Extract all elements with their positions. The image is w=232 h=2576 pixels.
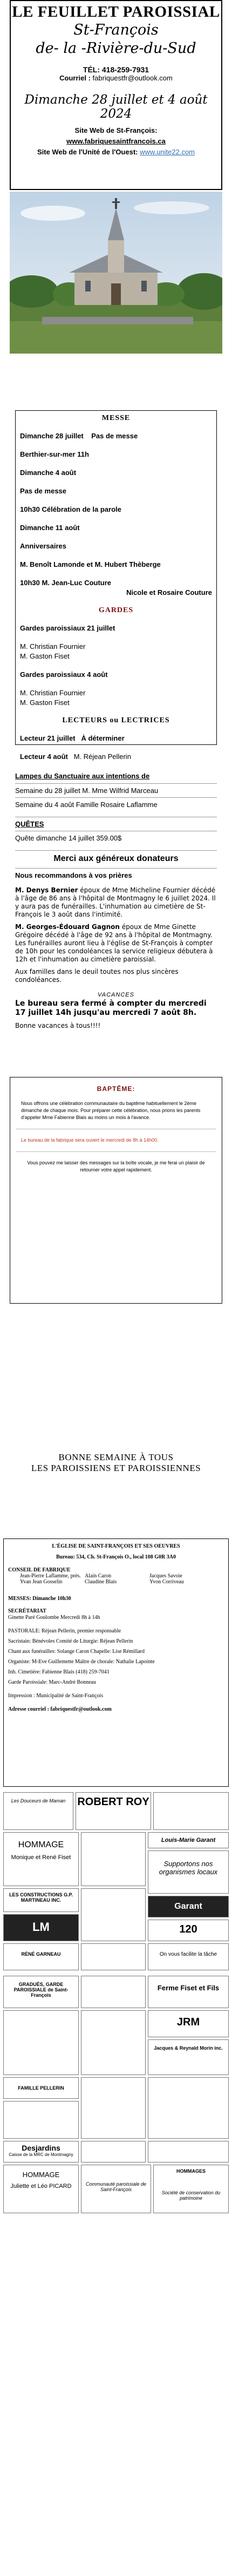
ad [81, 1943, 146, 1970]
info-line: Chant aux funérailles: Solange Caron Chapelle: Lise Rémillard [8, 1649, 145, 1655]
ad: HOMMAGE Juliette et Léo PICARD [3, 2165, 79, 2213]
quete-line: Quête dimanche 14 juillet 359.00$ [15, 831, 217, 845]
vacances-label: VACANCES [98, 992, 134, 998]
secr-heading: SECRÉTARIAT [8, 1608, 46, 1614]
member: Claudine Blais [85, 1579, 117, 1585]
ad [3, 2101, 79, 2139]
vacances-sub: Bonne vacances à tous!!!! [15, 1022, 101, 1029]
website-block [11, 125, 221, 158]
lecteurs-heading: LECTEURS ou LECTRICES [62, 716, 170, 724]
bapteme-text: Nous offrons une célébration communautaire du baptême habituellement le 2ème dimanche de chaque mois. Pour préparer cette célébration, nous prions les parents d'appeler Mme Fabienne Blais au moins un mois à l'avance. [21, 1101, 201, 1120]
condolences-text: Aux familles dans le deuil toutes nos plus sincères condoléances. [15, 968, 179, 984]
ad [81, 1976, 146, 2008]
ad: 120 [148, 1920, 229, 1941]
member: Yvan Jean Gosselin [20, 1579, 63, 1585]
mass-line: Dimanche 11 août [20, 524, 80, 532]
ad [81, 2077, 146, 2139]
website-label: Site Web de St-François: [74, 126, 158, 134]
bulletin-title: LE FEUILLET PAROISSIAL [12, 3, 220, 21]
unite-link[interactable]: www.unite22.com [140, 148, 195, 156]
mass-line: Berthier-sur-mer 11h [20, 450, 89, 458]
ad: Garant [148, 1896, 229, 1917]
bonne-semaine [0, 1452, 232, 1474]
ad: Ferme Fiset et Fils [148, 1976, 229, 2008]
info-line: Impression : Municipalité de Saint-François [8, 1693, 104, 1699]
info-line: Inh. Cimetière: Fabienne Blais (418) 259-7041 [8, 1669, 110, 1675]
ad [153, 1792, 229, 1830]
ad: Les Douceurs de Maman [3, 1792, 73, 1830]
obituary-name: M. Denys Bernier [15, 886, 78, 894]
gardes-line: M. Gaston Fiset [20, 699, 70, 707]
lampe-line: Semaine du 4 août Famille Rosaire Laflamme [15, 797, 217, 811]
reader-name: À déterminer [81, 734, 125, 742]
ad: On vous facilite la tâche [148, 1943, 229, 1970]
lampe-line: Semaine du 28 juillet M. Mme Wilfrid Marceau [15, 783, 217, 797]
bapteme-box [10, 1077, 222, 1304]
mass-line: 10h30 M. Jean-Luc Couture [20, 579, 112, 587]
ad: LM [3, 1914, 79, 1941]
email-address[interactable]: fabriquestfr@outlook.com [92, 74, 173, 82]
gardes-line: Gardes paroissiaux 21 juillet [20, 624, 115, 632]
info-heading: L'ÉGLISE DE SAINT-FRANÇOIS ET SES OEUVRES [52, 1543, 180, 1549]
mass-line: 10h30 Célébration de la parole [20, 505, 121, 513]
messes-line: MESSES: Dimanche 10h30 [8, 1596, 71, 1602]
info-line: PASTORALE: Réjean Pellerin, premier responsable [8, 1628, 121, 1634]
mass-line: Dimanche 4 août [20, 469, 77, 477]
obituary [15, 923, 217, 964]
ad [81, 1832, 146, 1886]
bonne-line1: BONNE SEMAINE À TOUS [58, 1452, 174, 1462]
quetes-heading: QUÊTES [15, 817, 217, 831]
ad: Supportons nos organismes locaux [148, 1850, 229, 1894]
gardes-heading: GARDES [98, 606, 134, 614]
mass-line: Pas de messe [20, 487, 67, 495]
info-line: Organiste: M-Eve Guillemette Maître de chorale: Nathalie Lapointe [8, 1659, 155, 1665]
ad [148, 2077, 229, 2139]
obituary-text: époux de Mme Ginette Grégoire décédé à l'âge de 92 ans à l'hôpital de Montmagny. Les funérailles auront lieu à l'église de St-François à compter de 10h pour les condoléances la service religieux débutera à 12h et l'inhumation au cimetière paroissial. [15, 923, 213, 963]
gardes-line: M. Christian Fournier [20, 642, 86, 650]
obituary-text: époux de Mme Micheline Fournier décédé à l'âge de 86 ans à l'hôpital de Montmagny le 6 juillet 2024. Il y aura pas de funérailles. L'inhumation au cimetière de St-François le 3 août dans l'intimité. [15, 886, 216, 918]
email-line [11, 74, 221, 82]
member: Jacques Savoie [149, 1573, 182, 1579]
prieres-heading: Nous recommandons à vos prières [15, 868, 217, 882]
ad: HOMMAGE Monique et René Fiset [3, 1832, 79, 1886]
bonne-line2: LES PAROISSIENS ET PAROISSIENNES [31, 1463, 201, 1473]
ad: FAMILLE PELLERIN [3, 2077, 79, 2099]
gardes-line: M. Gaston Fiset [20, 652, 70, 660]
ad: Desjardins Caisse de la MRC de Montmagny [3, 2141, 79, 2163]
ad [3, 2010, 79, 2075]
website-link[interactable]: www.fabriquesaintfrancois.ca [66, 137, 166, 145]
ad: Jacques & Reynald Morin inc. [148, 2039, 229, 2075]
unite-label: Site Web de l'Unité de l'Ouest: [37, 148, 138, 156]
voicemail-text: Vous pouvez me laisser des messages sur la boîte vocale, je me ferai un plaisir de retourner votre appel rapidement. [27, 1160, 205, 1172]
mass-line: Nicole et Rosaire Couture [126, 588, 212, 596]
parish-name-line1: St-François [73, 22, 159, 38]
reader-name: M. Réjean Pellerin [73, 753, 131, 761]
info-line: Adresse courriel : fabriquestfr@outlook.com [8, 1706, 112, 1712]
member: Alain Caron [85, 1573, 112, 1579]
masthead [10, 0, 222, 190]
reader-date: Lecteur 21 juillet [20, 734, 76, 742]
gardes-line: M. Christian Fournier [20, 689, 86, 697]
parish-name-line2: de- la -Rivière-du-Sud [36, 40, 196, 57]
sponsor-ads [3, 1792, 229, 2570]
mass-date: Dimanche 28 juillet [20, 432, 84, 440]
merci-heading: Merci aux généreux donateurs [15, 850, 217, 864]
mass-line: Anniversaires [20, 542, 66, 550]
ad: JRM [148, 2010, 229, 2037]
ad [81, 1888, 146, 1941]
ad [81, 2010, 146, 2075]
info-line: Garde Paroissiale: Marc-André Bonneau [8, 1679, 96, 1685]
notices-section [15, 772, 217, 1030]
ad: Louis-Marie Garant [148, 1832, 229, 1848]
info-line: Sacristain: Bénévoles Comité de Liturgie: Réjean Pellerin [8, 1638, 133, 1644]
member: Yvon Corriveau [149, 1579, 184, 1585]
bapteme-title: BAPTÊME: [97, 1085, 135, 1093]
ad: ROBERT ROY [76, 1792, 151, 1830]
ad: LES CONSTRUCTIONS G.P. MARTINEAU INC. [3, 1888, 79, 1912]
ad: GRADUÉS, GARDE PAROISSIALE de Saint-François [3, 1976, 79, 2008]
info-line: Ginette Paré Goulombe Mercredi 8h à 14h [8, 1615, 100, 1621]
mass-line: M. Benoît Lamonde et M. Hubert Thèberge [20, 560, 161, 568]
member: Jean-Pierre Laflamme, prés. [20, 1573, 81, 1579]
ad [148, 2141, 229, 2163]
lampes-heading: Lampes du Sanctuaire aux intentions de [15, 772, 150, 780]
obituary-name: M. Georges-Édouard Gagnon [15, 923, 120, 931]
ad: RÉNÉ GARNEAU [3, 1943, 79, 1970]
obituary [15, 886, 217, 919]
bureau-hours: Le bureau de la fabrique sera ouvert le mercredi de 8h à 14h00. [21, 1137, 159, 1143]
church-photo [10, 192, 222, 354]
info-address: Bureau: 534, Ch. St-François O., local 108 G0R 3A0 [56, 1554, 176, 1560]
conseil-heading: CONSEIL DE FABRIQUE [8, 1567, 71, 1573]
reader-date: Lecteur 4 août [20, 753, 68, 761]
messe-heading: MESSE [101, 414, 131, 422]
vacances-text: Le bureau sera fermé à compter du mercredi 17 juillet 14h jusqu'au mercredi 7 août 8h. [15, 999, 207, 1017]
mass-note: Pas de messe [91, 432, 138, 440]
parish-info-box [3, 1538, 229, 1787]
ad: Communauté paroissiale de Saint-François [81, 2165, 151, 2213]
phone-number: TÉL: 418-259-7931 [83, 65, 149, 74]
email-label: Courriel : [59, 74, 91, 82]
ad [81, 2141, 146, 2163]
gardes-line: Gardes paroissiaux 4 août [20, 670, 108, 679]
ad: HOMMAGES Société de conservation du patrimoine [153, 2165, 229, 2213]
bulletin-date: Dimanche 28 juillet et 4 août 2024 [24, 93, 208, 121]
schedule-box [15, 410, 217, 761]
